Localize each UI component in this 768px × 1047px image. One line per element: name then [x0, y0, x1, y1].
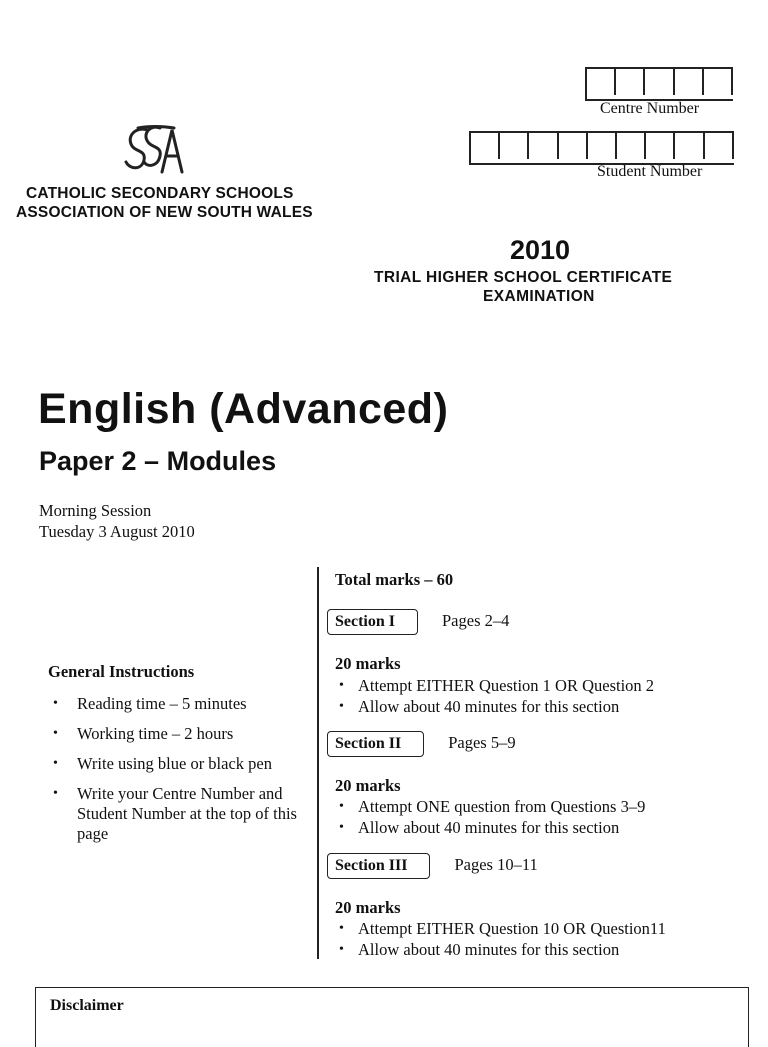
list-item: • Attempt EITHER Question 10 OR Question11: [334, 918, 754, 939]
centre-number-cell[interactable]: [675, 69, 704, 95]
section-2-bullets: [334, 796, 754, 838]
general-instructions-title: General Instructions: [48, 662, 195, 681]
student-number-cell[interactable]: [675, 133, 704, 159]
student-number-boxes[interactable]: [469, 131, 734, 165]
student-number-cell[interactable]: [646, 133, 675, 159]
section-2-marks: 20 marks: [335, 776, 401, 795]
centre-number-label: Centre Number: [600, 100, 700, 117]
disclaimer-title: Disclaimer: [50, 997, 124, 1014]
list-item: • Attempt EITHER Question 1 OR Question 2: [334, 675, 754, 696]
csa-logo-icon: [118, 122, 190, 178]
list-item: • Allow about 40 minutes for this section: [334, 817, 754, 838]
student-number-cell[interactable]: [471, 133, 500, 159]
section-1-label: Section I: [327, 609, 418, 635]
section-1-marks: 20 marks: [335, 654, 401, 673]
organisation-line-1: CATHOLIC SECONDARY SCHOOLS: [26, 185, 294, 202]
student-number-cell[interactable]: [705, 133, 734, 159]
general-instructions-list: [48, 694, 318, 854]
list-item: • Attempt ONE question from Questions 3–9: [334, 796, 754, 817]
student-number-cell[interactable]: [588, 133, 617, 159]
section-2-pages: Pages 5–9: [448, 733, 516, 752]
centre-number-cell[interactable]: [704, 69, 733, 95]
list-item: • Working time – 2 hours: [48, 724, 318, 744]
exam-year: 2010: [510, 235, 571, 265]
subject-title: English (Advanced): [38, 385, 449, 433]
section-3-label: Section III: [327, 853, 430, 879]
section-3-pages: Pages 10–11: [454, 855, 538, 874]
session-date: Tuesday 3 August 2010: [39, 522, 195, 541]
section-1-bullets: [334, 675, 754, 717]
list-item: • Write your Centre Number and Student Number at the top of this page: [48, 784, 318, 844]
disclaimer-box: [35, 987, 749, 1047]
total-marks: Total marks – 60: [335, 570, 454, 589]
paper-title: Paper 2 – Modules: [39, 446, 277, 476]
centre-number-cell[interactable]: [645, 69, 674, 95]
student-number-cell[interactable]: [529, 133, 558, 159]
section-2-label: Section II: [327, 731, 424, 757]
centre-number-boxes[interactable]: [585, 67, 733, 101]
list-item: • Reading time – 5 minutes: [48, 694, 318, 714]
session-name: Morning Session: [39, 501, 152, 520]
section-3-bullets: [334, 918, 754, 960]
student-number-cell[interactable]: [500, 133, 529, 159]
centre-number-cell[interactable]: [616, 69, 645, 95]
student-number-cell[interactable]: [617, 133, 646, 159]
student-number-label: Student Number: [597, 163, 703, 180]
section-3-header: [327, 853, 747, 879]
section-1-header: [327, 609, 747, 635]
list-item: • Write using blue or black pen: [48, 754, 318, 774]
list-item: • Allow about 40 minutes for this section: [334, 696, 754, 717]
centre-number-cell[interactable]: [587, 69, 616, 95]
list-item: • Allow about 40 minutes for this section: [334, 939, 754, 960]
student-number-cell[interactable]: [559, 133, 588, 159]
exam-title-line-2: EXAMINATION: [483, 288, 595, 305]
section-2-header: [327, 731, 747, 757]
exam-title-line-1: TRIAL HIGHER SCHOOL CERTIFICATE: [374, 269, 673, 286]
organisation-line-2: ASSOCIATION OF NEW SOUTH WALES: [16, 204, 313, 221]
section-1-pages: Pages 2–4: [442, 611, 510, 630]
section-3-marks: 20 marks: [335, 898, 401, 917]
